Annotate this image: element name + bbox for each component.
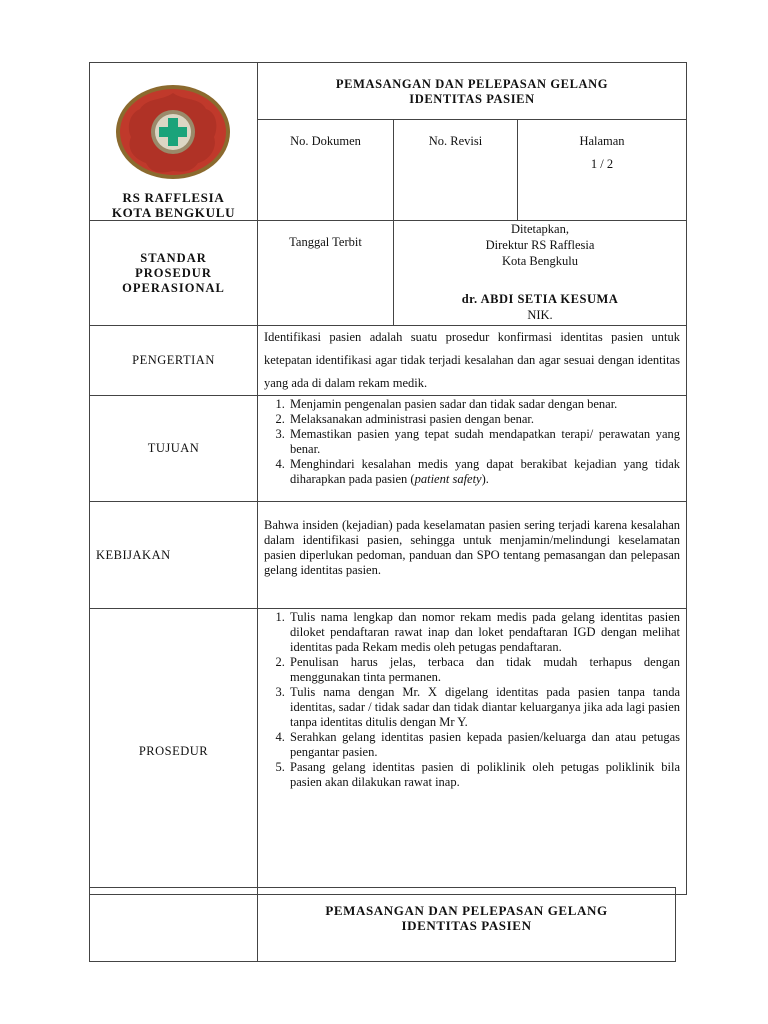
pengertian-text: Identifikasi pasien adalah suatu prosedur konfirmasi identitas pasien untuk ketepatan identifikasi agar tidak terjadi kesalahan dan agar sesuai dengan identitas yang ada di dalam rekam medik.: [258, 326, 687, 396]
sop-label-cell: STANDAR PROSEDUR OPERASIONAL: [90, 221, 258, 326]
kebijakan-text: Bahwa insiden (kejadian) pada keselamatan pasien sering terjadi karena kesalahan dalam identifikasi pasien, sehingga untuk menjamin/melindungi keselamatan pasien diperlukan pedoman, panduan dan SPO tentang pemasangan dan pelepasan gelang identitas pasien.: [258, 502, 687, 609]
signer-name: dr. ABDI SETIA KESUMA: [461, 292, 619, 306]
issue-date-cell: [258, 221, 394, 326]
issue-date-label: Tanggal Terbit: [289, 235, 362, 249]
list-item: 1. Tulis nama lengkap dan nomor rekam medis pada gelang identitas pasien diloket pendaftaran rawat inap dan loket pendaftaran IGD dengan melihat identitas pada Rekam medis oleh petugas pendaftaran.: [288, 610, 680, 655]
footer-empty-cell: [90, 888, 258, 962]
page-cell: [518, 120, 687, 221]
footer-table: [89, 887, 676, 962]
prosedur-label: PROSEDUR: [90, 609, 258, 895]
list-item: 3. Memastikan pasien yang tepat sudah mendapatkan terapi/ perawatan yang benar.: [288, 427, 680, 457]
doc-number-cell: [258, 120, 394, 221]
page-label: Halaman: [579, 134, 625, 148]
revision-cell: [394, 120, 518, 221]
page-value: 1 / 2: [590, 157, 614, 171]
sop-table: [89, 62, 687, 895]
revision-label: No. Revisi: [428, 134, 483, 148]
prosedur-cell: [258, 609, 687, 895]
document-title: PEMASANGAN DAN PELEPASAN GELANG IDENTITAS PASIEN: [258, 63, 687, 120]
footer-block: [89, 887, 675, 962]
hospital-name: RS RAFFLESIA KOTA BENGKULU: [111, 190, 236, 220]
sop-document: [89, 62, 686, 895]
list-item: 5. Pasang gelang identitas pasien di poliklinik oleh petugas poliklinik bila pasien akan dilakukan rawat inap.: [288, 760, 680, 790]
footer-title: PEMASANGAN DAN PELEPASAN GELANG IDENTITAS PASIEN: [258, 888, 676, 962]
list-item: 4. Serahkan gelang identitas pasien kepada pasien/keluarga dan atau petugas pengantar pasien.: [288, 730, 680, 760]
tujuan-label: TUJUAN: [90, 396, 258, 502]
kebijakan-label: KEBIJAKAN: [90, 502, 258, 609]
list-item: 2. Penulisan harus jelas, terbaca dan tidak mudah terhapus dengan menggunakan tinta permanen.: [288, 655, 680, 685]
list-item: 4. Menghindari kesalahan medis yang dapat berakibat kejadian yang tidak diharapkan pada pasien (patient safety).: [288, 457, 680, 487]
tujuan-list: [258, 397, 686, 487]
pengertian-label: PENGERTIAN: [90, 326, 258, 396]
approval-cell: Ditetapkan, Direktur RS Rafflesia Kota Bengkulu dr. ABDI SETIA KESUMA NIK.: [394, 221, 687, 326]
signer-nik: NIK.: [527, 308, 553, 322]
hospital-logo-icon: [114, 83, 232, 183]
prosedur-list: [258, 610, 686, 790]
tujuan-cell: [258, 396, 687, 502]
list-item: 3. Tulis nama dengan Mr. X digelang identitas pada pasien tanpa tanda identitas, sadar / tidak sadar dan tidak diantar keluarganya jika ada lagi pasien tanpa identitas ditulis dengan Mr Y.: [288, 685, 680, 730]
list-item: 1. Menjamin pengenalan pasien sadar dan tidak sadar dengan benar.: [288, 397, 680, 412]
list-item: 2. Melaksanakan administrasi pasien dengan benar.: [288, 412, 680, 427]
hospital-logo-cell: [90, 63, 258, 221]
doc-number-label: No. Dokumen: [290, 134, 361, 148]
